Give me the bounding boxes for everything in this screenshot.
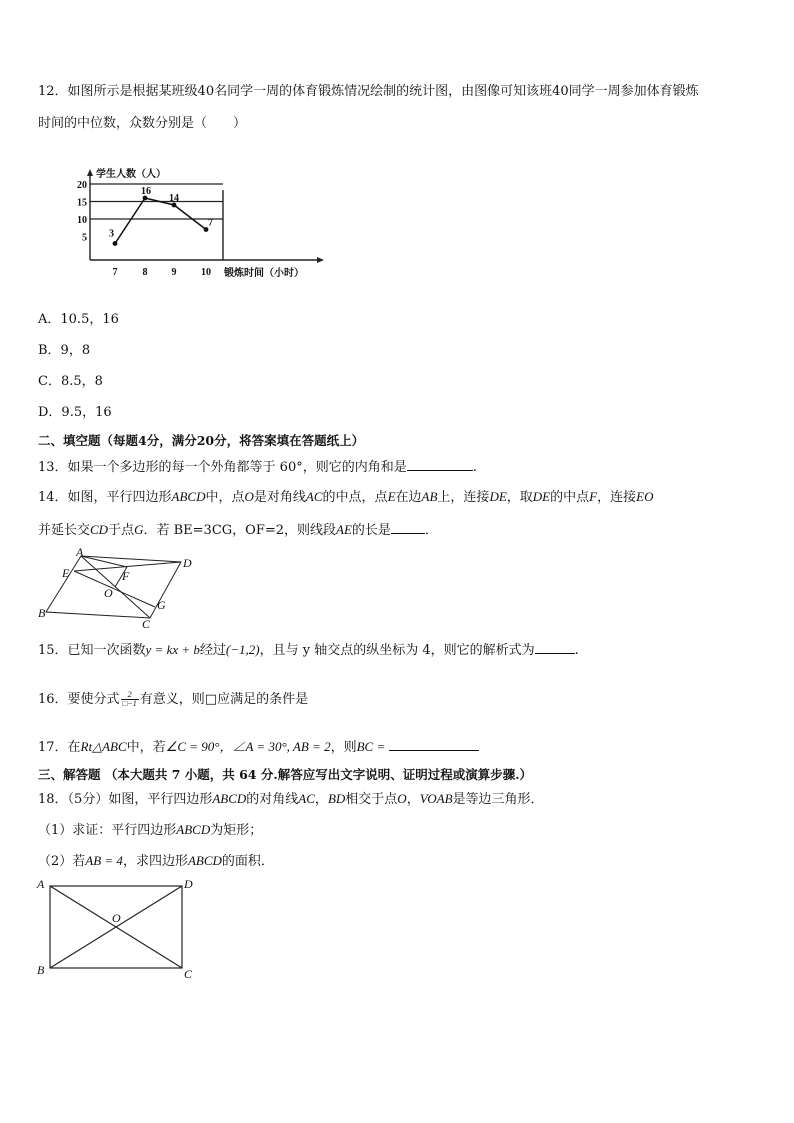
series-line bbox=[115, 198, 206, 244]
q18-t: ， bbox=[314, 792, 328, 807]
q17-m: BC = bbox=[356, 739, 386, 754]
q14-t: 在边 bbox=[395, 490, 422, 505]
q14-m: CD bbox=[90, 522, 109, 537]
q18-t: 是等边三角形． bbox=[452, 792, 544, 807]
q14-line2 bbox=[38, 521, 438, 539]
q14-m: ABCD bbox=[171, 489, 206, 504]
label-d: D bbox=[183, 556, 192, 570]
x-axis-label: 锻炼时间（小时） bbox=[224, 268, 304, 279]
q18-t: ，求四边形 bbox=[122, 854, 188, 869]
x-tick-label: 9 bbox=[171, 267, 177, 278]
q14-m: AC bbox=[305, 489, 323, 504]
q14-t: 于点 bbox=[108, 523, 135, 538]
x-tick-label: 10 bbox=[201, 267, 211, 278]
x-axis-arrow bbox=[317, 257, 324, 263]
data-label: 16 bbox=[141, 186, 151, 197]
q17-m: ∠C = 90°，∠A = 30°, AB = 2 bbox=[165, 739, 331, 754]
q16-t: 16．要使分式 bbox=[38, 692, 120, 707]
q14-m: G bbox=[134, 522, 144, 537]
q12-option-d: D．9.5，16 bbox=[38, 405, 112, 420]
label-c: C bbox=[142, 617, 151, 630]
q18-m: ABCD bbox=[187, 853, 222, 868]
q18-t: 相交于点 bbox=[345, 792, 398, 807]
q18-t: 的对角线 bbox=[246, 792, 299, 807]
chart-static bbox=[77, 167, 324, 279]
q16-t: 有意义，则□应满足的条件是 bbox=[139, 692, 309, 707]
y-axis-label: 学生人数（人） bbox=[96, 169, 166, 180]
label-g: G bbox=[157, 598, 166, 612]
q18-t: （2）若 bbox=[38, 854, 86, 869]
label-d: D bbox=[184, 877, 193, 891]
section3-heading: 三、解答题 （本大题共 7 小题，共 64 分.解答应写出文字说明、证明过程或演算步骤.） bbox=[38, 767, 533, 782]
q18-m: O bbox=[397, 791, 407, 806]
q18-t: ， bbox=[406, 792, 420, 807]
q18-m: AB = 4 bbox=[85, 853, 123, 868]
label-o: O bbox=[112, 911, 121, 925]
q15-answer-blank bbox=[535, 641, 575, 654]
q17-t: 17．在 bbox=[38, 740, 81, 755]
q14-m: F bbox=[589, 489, 598, 504]
q14-t: ，取 bbox=[506, 490, 533, 505]
q18-part1 bbox=[38, 822, 262, 839]
y-tick-label: 5 bbox=[82, 232, 87, 244]
label-b: B bbox=[37, 963, 45, 977]
data-label: 7 bbox=[208, 217, 213, 229]
q14-t: 并延长交 bbox=[38, 523, 91, 538]
q14-t: 的中点 bbox=[550, 490, 590, 505]
q12-line-chart bbox=[68, 160, 330, 290]
q12-option-a: A．10.5，16 bbox=[38, 312, 119, 327]
q13-end: . bbox=[472, 460, 477, 475]
q18-m: BD bbox=[327, 791, 346, 806]
q18-stem bbox=[38, 791, 544, 808]
q18-m: AC bbox=[298, 791, 315, 806]
q16 bbox=[38, 691, 308, 708]
label-o: O bbox=[104, 586, 113, 600]
q13-answer-blank bbox=[407, 458, 473, 471]
q13-text: 13．如果一个多边形的每一个外角都等于 60°，则它的内角和是 bbox=[38, 460, 407, 475]
q15-t: ，且与 y 轴交点的纵坐标为 4，则它的解析式为 bbox=[259, 643, 535, 658]
q17-answer-blank bbox=[389, 738, 479, 751]
q15-t: 15．已知一次函数 bbox=[38, 643, 146, 658]
q14-parallelogram-figure bbox=[36, 548, 196, 630]
q14-m: E bbox=[387, 489, 396, 504]
q14-line1 bbox=[38, 489, 653, 506]
q14-m: O bbox=[244, 489, 254, 504]
q14-t: 14．如图，平行四边形 bbox=[38, 490, 172, 505]
q14-t: 的长是 bbox=[351, 523, 391, 538]
q15 bbox=[38, 641, 579, 659]
section2-heading: 二、填空题（每题4分，满分20分，将答案填在答题纸上） bbox=[38, 433, 365, 448]
label-b: B bbox=[38, 606, 46, 620]
q18-m: VOAB bbox=[419, 791, 453, 806]
data-point bbox=[113, 241, 118, 246]
y-axis-arrow bbox=[87, 169, 93, 176]
fraction-denominator: □−1 bbox=[122, 699, 137, 708]
label-e: E bbox=[62, 566, 70, 580]
q14-t: 上，连接 bbox=[437, 490, 490, 505]
q17-m: Rt△ABC bbox=[80, 739, 127, 754]
q14-m: AB bbox=[421, 489, 438, 504]
q18-t: 的面积． bbox=[221, 854, 274, 869]
q12-line1: 12．如图所示是根据某班级40名同学一周的体育锻炼情况绘制的统计图，由图像可知该班40同学一周参加体育锻炼 bbox=[38, 84, 699, 99]
q18-t: （1）求证：平行四边形 bbox=[38, 823, 177, 838]
q15-m: y = kx + b bbox=[145, 642, 200, 657]
q18-t: 18．（5分）如图，平行四边形 bbox=[38, 792, 213, 807]
q18-m: ABCD bbox=[176, 822, 211, 837]
q13 bbox=[38, 458, 477, 476]
x-tick-label: 7 bbox=[112, 267, 118, 278]
segment-eg bbox=[74, 571, 155, 607]
q12-option-c: C．8.5，8 bbox=[38, 374, 103, 389]
q14-t: 的中点，点 bbox=[322, 490, 388, 505]
data-label: 14 bbox=[169, 193, 179, 204]
q18-rectangle-figure bbox=[34, 874, 204, 982]
y-tick-label: 20 bbox=[77, 180, 87, 191]
q18-t: 为矩形； bbox=[210, 823, 263, 838]
fraction-numerator: 2 bbox=[121, 691, 139, 700]
q17 bbox=[38, 738, 479, 756]
q14-t: ． bbox=[424, 523, 438, 538]
chart-marks bbox=[109, 186, 213, 246]
q18-m: ABCD bbox=[212, 791, 247, 806]
data-label: 3 bbox=[109, 228, 114, 240]
q12-option-b: B．9，8 bbox=[38, 343, 91, 358]
q14-t: 中，点 bbox=[205, 490, 245, 505]
label-f: F bbox=[122, 569, 130, 583]
y-tick-label: 10 bbox=[77, 215, 87, 226]
q14-m: DE bbox=[532, 489, 551, 504]
q14-t: ．若 BE=3CG，OF=2，则线段 bbox=[143, 523, 336, 538]
q14-m: EO bbox=[636, 489, 654, 504]
q14-m: DE bbox=[489, 489, 507, 504]
q17-t: ，则 bbox=[330, 740, 357, 755]
q18-part2 bbox=[38, 853, 274, 870]
q17-t: 中，若 bbox=[126, 740, 166, 755]
q14-answer-blank bbox=[391, 521, 425, 534]
y-tick-label: 15 bbox=[77, 197, 87, 209]
label-a: A bbox=[37, 877, 45, 891]
q15-m: (−1,2) bbox=[225, 642, 260, 657]
q14-m: AE bbox=[336, 522, 352, 537]
q15-t: 经过 bbox=[199, 643, 226, 658]
q14-t: ，连接 bbox=[597, 490, 637, 505]
label-a: A bbox=[76, 548, 84, 559]
x-tick-label: 8 bbox=[142, 267, 148, 278]
label-c: C bbox=[184, 967, 193, 981]
q14-t: 是对角线 bbox=[253, 490, 306, 505]
q16-fraction bbox=[121, 691, 139, 708]
q12-line2: 时间的中位数，众数分别是（ ） bbox=[38, 116, 247, 131]
q15-t: . bbox=[574, 643, 579, 658]
